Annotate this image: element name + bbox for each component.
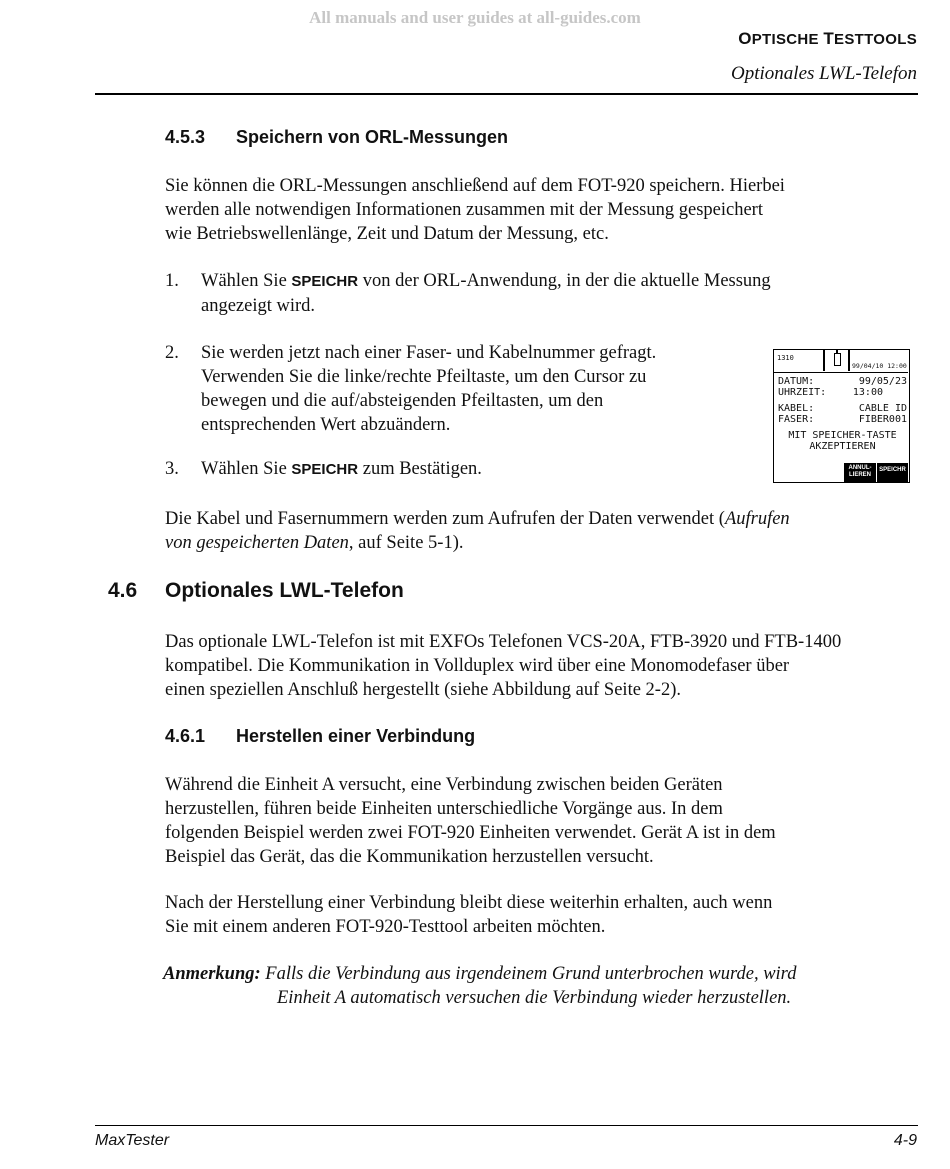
status-divider <box>848 350 850 371</box>
kabel-row: KABEL: CABLE ID <box>778 403 907 414</box>
heading-4-6-1: 4.6.1 Herstellen einer Verbindung <box>165 726 476 746</box>
running-header-chapter: OPTISCHE TESTTOOLS <box>738 29 917 48</box>
paragraph-connection-persist: Nach der Herstellung einer Verbindung bleibt diese weiterhin erhalten, auch wenn Sie mit einem anderen FOT-920-Testtool arbeiten möchten. <box>165 893 773 937</box>
heading-4-5-3: 4.5.3 Speichern von ORL-Messungen <box>165 127 509 147</box>
status-divider <box>823 350 825 371</box>
screen-status-bar <box>774 350 908 373</box>
watermark: All manuals and user guides at all-guides.com <box>309 8 641 27</box>
uhrzeit-row: UHRZEIT: 13:00 <box>778 386 883 398</box>
paragraph-cable-fiber-numbers: Die Kabel und Fasernummern werden zum Aufrufen der Daten verwendet (Aufrufen von gespeicherten Daten, auf Seite 5-1). <box>165 509 790 553</box>
screen-fields <box>778 377 907 452</box>
screen-prompt: AKZEPTIEREN <box>809 440 876 452</box>
page-number: 4-9 <box>893 1132 917 1149</box>
footer-rule <box>95 1125 918 1126</box>
device-save-screen <box>773 349 910 483</box>
note-reconnect: Anmerkung: Falls die Verbindung aus irgendeinem Grund unterbrochen wurde, wird Einheit A automatisch versuchen die Verbindung wieder herzustellen. <box>163 964 797 1008</box>
wavelength-readout: 1310 <box>777 354 794 362</box>
running-header-section: Optionales LWL-Telefon <box>731 63 917 84</box>
header-rule <box>95 93 918 95</box>
screen-datetime: 99/04/10 12:00 <box>852 362 907 370</box>
screen-prompt: MIT SPEICHER-TASTE <box>788 430 897 441</box>
manual-page: All manuals and user guides at all-guides.com OPTISCHE TESTTOOLS Optionales LWL-Telefon 4.5.3 Speichern von ORL-Messungen Sie können die ORL-Messungen anschließend auf dem FOT-920 speichern. Hierbei werden alle notwendigen Informationen zusammen mit der Messung gespeichert wie Betriebswellenlänge, Zeit und Datum der Messung, etc. 1. Wählen Sie SPEICHR von der ORL-Anwendung, in der die aktuelle Messung angezeigt wird. 2. Sie werden jetzt nach einer Faser- und Kabelnummer gefragt. Verwenden Sie die linke/rechte Pfeiltaste, um den Cursor zu bewegen und die auf/absteigenden Pfeiltasten, um den entsprechenden Wert abzuändern. 3. Wählen Sie SPEICHR zum Bestätigen. 1310 99/04/10 12:00 DATUM: 99/05/23 UHRZEIT: 13:00 KABEL: CABLE ID FASER: FIBER001 MIT SPEICHER-TASTE AKZEPTIEREN ANNUL- LIEREN SPEICHR Die Kabel und Fasernummern werden zum Aufrufen der Daten verwendet (Aufrufen von gespeicherten Daten, auf Seite 5-1). 4.6 Optionales LWL-Telefon Das optionale LWL-Telefon ist mit EXFOs Telefonen VCS-20A, FTB-3920 und FTB-1400 kompatibel. Die Kommunikation in Vollduplex wird über eine Monomodefaser über einen speziellen Anschluß hergestellt (siehe Abbildung auf Seite 2-2). 4.6.1 Herstellen einer Verbindung Während die Einheit A versucht, eine Verbindung zwischen beiden Geräten herzustellen, führen beide Einheiten unterschiedliche Vorgänge aus. In dem folgenden Beispiel werden zwei FOT-920 Einheiten verwendet. Gerät A ist in dem Beispiel das Gerät, das die Kommunikation herzustellen versucht. Nach der Herstellung einer Verbindung bleibt diese weiterhin erhalten, auch wenn Sie mit einem anderen FOT-920-Testtool arbeiten möchten. Anmerkung: Falls die Verbindung aus irgendeinem Grund unterbrochen wurde, wird Einheit A automatisch versuchen die Verbindung wieder herzustellen. MaxTester 4-9 <box>0 0 950 1169</box>
footer-product: MaxTester <box>95 1132 170 1149</box>
paragraph-orl-intro: Sie können die ORL-Messungen anschließend auf dem FOT-920 speichern. Hierbei werden alle notwendigen Informationen zusammen mit der Messung gespeichert wie Betriebswellenlänge, Zeit und Datum der Messung, etc. <box>165 176 785 244</box>
save-softkey: SPEICHR <box>877 463 908 482</box>
heading-4-6: 4.6 Optionales LWL-Telefon <box>108 579 404 602</box>
faser-row: FASER: FIBER001 <box>778 413 907 425</box>
datum-row: DATUM: 99/05/23 <box>778 376 907 387</box>
paragraph-connection-process: Während die Einheit A versucht, eine Verbindung zwischen beiden Geräten herzustellen, führen beide Einheiten unterschiedliche Vorgänge aus. In dem folgenden Beispiel werden zwei FOT-920 Einheiten verwendet. Gerät A ist in dem Beispiel das Gerät, das die Kommunikation herzustellen versucht. <box>165 775 776 867</box>
battery-icon <box>834 353 841 366</box>
cancel-softkey: ANNUL- LIEREN <box>844 463 876 482</box>
paragraph-lwl-telefon: Das optionale LWL-Telefon ist mit EXFOs Telefonen VCS-20A, FTB-3920 und FTB-1400 kompatibel. Die Kommunikation in Vollduplex wird über eine Monomodefaser über einen speziellen Anschluß hergestellt (siehe Abbildung auf Seite 2-2). <box>165 632 842 700</box>
